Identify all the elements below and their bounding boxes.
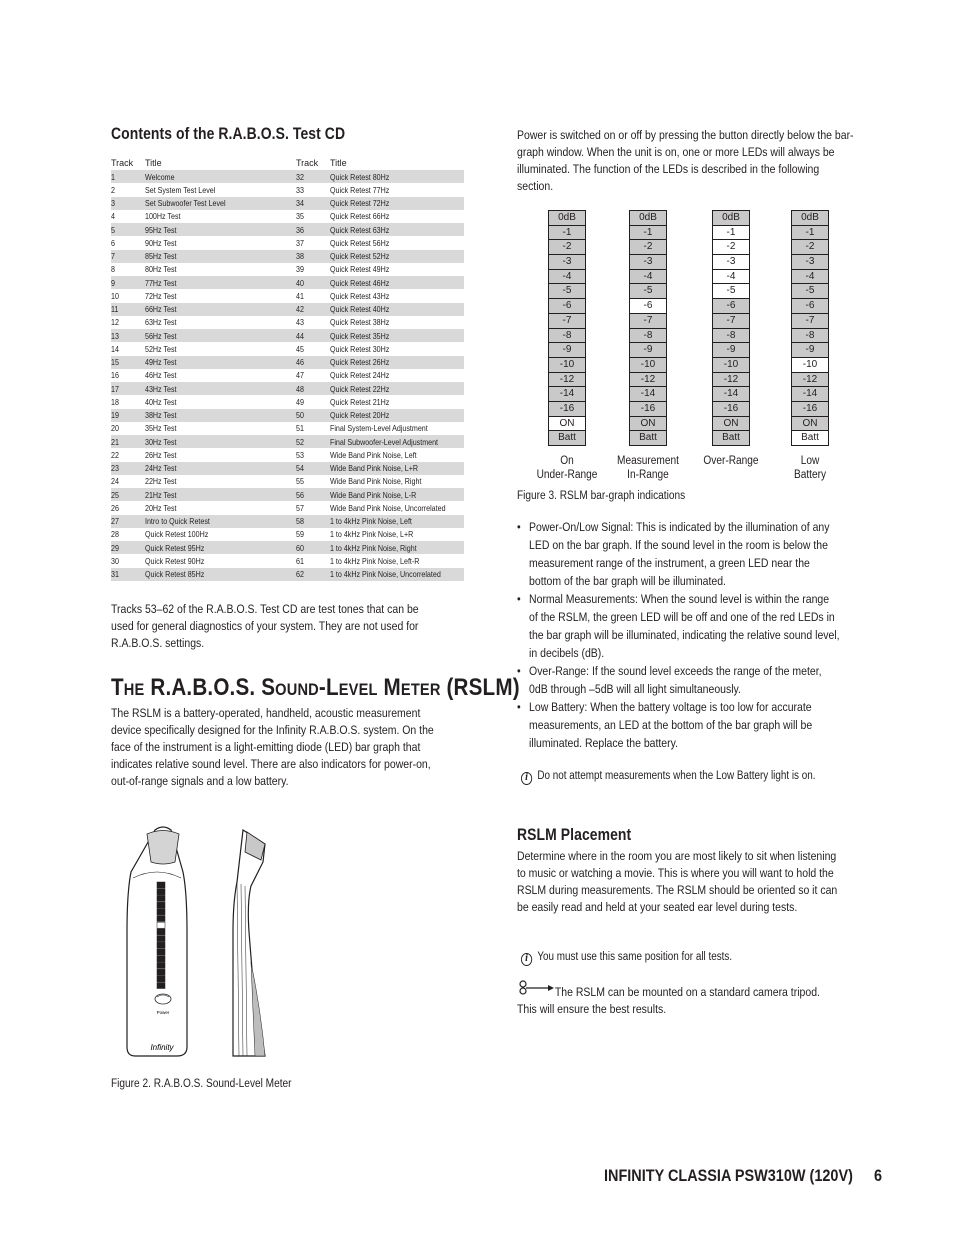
placement-heading: RSLM Placement (517, 825, 632, 844)
led-segment: -2 (791, 240, 829, 255)
bullet-over-range: • Over-Range: If the sound level exceeds the range of the meter, 0dB through –5dB will all light simultaneously. (517, 662, 840, 698)
led-segment: -7 (712, 314, 750, 329)
led-segment: ON (629, 417, 667, 432)
track-title: 85Hz Test (145, 250, 296, 263)
led-segment: -16 (791, 402, 829, 417)
track-title: 46Hz Test (145, 370, 177, 381)
table-row (111, 183, 464, 196)
track-title: 1 to 4kHz Pink Noise, Uncorrelated (330, 568, 464, 581)
led-function-list (517, 518, 840, 752)
led-segment: -4 (629, 270, 667, 285)
track-number: 39 (296, 264, 304, 275)
track-title: Quick Retest 49Hz (330, 264, 390, 275)
track-number: 19 (111, 409, 145, 422)
device-led (157, 889, 165, 895)
track-title: Quick Retest 100Hz (145, 529, 209, 540)
track-number: 3 (111, 197, 145, 210)
tracks-note: Tracks 53–62 of the R.A.B.O.S. Test CD are test tones that can be used for general diagnostics of your system. They are not used for R.A.B.O.S. settings. (111, 602, 419, 650)
led-segment: -14 (548, 387, 586, 402)
device-led (157, 895, 165, 901)
track-title: 38Hz Test (145, 409, 296, 422)
led-segment: -14 (791, 387, 829, 402)
led-segment: -10 (548, 358, 586, 373)
device-logo: Infinity (150, 1043, 174, 1052)
track-title: 77Hz Test (145, 276, 296, 289)
bullet-power-on: • Power-On/Low Signal: This is indicated by the illumination of any LED on the bar graph. If the sound level in the room is below the measurement range of the instrument, a green LED near the bottom of the bar graph will be illuminated. (517, 518, 840, 590)
track-number: 38 (296, 250, 330, 263)
track-number: 11 (111, 303, 145, 316)
track-title: 52Hz Test (145, 343, 177, 354)
device-led (157, 949, 165, 955)
led-segment: -3 (791, 255, 829, 270)
led-segment: -6 (548, 299, 586, 314)
track-number: 30 (111, 555, 119, 566)
track-number: 45 (296, 343, 304, 354)
table-row (111, 236, 464, 249)
track-number: 26 (111, 502, 119, 513)
bar-caption-under-range: On Under-Range (536, 455, 598, 481)
bargraph-figure (517, 205, 857, 485)
table-row (111, 289, 464, 302)
led-segment: -3 (712, 255, 750, 270)
led-segment: -12 (791, 373, 829, 388)
track-title: Quick Retest 35Hz (330, 329, 464, 342)
led-segment: -1 (712, 226, 750, 241)
led-segment: -1 (548, 226, 586, 241)
device-led (157, 983, 165, 989)
led-segment: ON (548, 417, 586, 432)
led-segment: -6 (712, 299, 750, 314)
led-segment: -9 (791, 343, 829, 358)
led-segment: -16 (548, 402, 586, 417)
track-title: Quick Retest 40Hz (330, 303, 464, 316)
led-segment: -9 (712, 343, 750, 358)
table-row (111, 554, 464, 567)
track-title: Quick Retest 38Hz (330, 317, 390, 328)
bargraph-over-range (712, 210, 750, 446)
table-row (111, 342, 464, 355)
track-number: 35 (296, 211, 304, 222)
rslm-title: THE R.A.B.O.S. SOUND-LEVEL METER (RSLM) (111, 674, 520, 701)
position-note: i You must use this same position for all tests. (521, 949, 732, 966)
col-title-right: Title (330, 158, 347, 168)
device-power-label: Power (156, 1010, 170, 1015)
track-title: Quick Retest 77Hz (330, 184, 390, 195)
led-segment: -3 (629, 255, 667, 270)
table-row (111, 356, 464, 369)
track-title: Wide Band Pink Noise, Right (330, 476, 422, 487)
track-title: 72Hz Test (145, 290, 177, 301)
device-led (157, 962, 165, 968)
track-number: 29 (111, 541, 145, 554)
track-number: 25 (111, 488, 145, 501)
track-table-header (111, 156, 464, 170)
track-title: 35Hz Test (145, 423, 177, 434)
led-segment: -4 (791, 270, 829, 285)
led-segment: -4 (712, 270, 750, 285)
track-title: 43Hz Test (145, 382, 296, 395)
track-title: 56Hz Test (145, 329, 296, 342)
track-title: 22Hz Test (145, 476, 177, 487)
table-row (111, 223, 464, 236)
led-segment: 0dB (548, 210, 586, 226)
track-title: Quick Retest 26Hz (330, 356, 464, 369)
track-number: 24 (111, 476, 119, 487)
bargraph-low-battery (791, 210, 829, 446)
device-led (157, 929, 165, 935)
table-row (111, 276, 464, 289)
track-number: 17 (111, 382, 145, 395)
track-number: 34 (296, 197, 330, 210)
track-title: Intro to Quick Retest (145, 515, 296, 528)
led-segment: -10 (712, 358, 750, 373)
track-title: 24Hz Test (145, 462, 296, 475)
track-number: 41 (296, 290, 304, 301)
table-row (111, 395, 464, 408)
device-led (157, 882, 165, 888)
led-segment: -14 (629, 387, 667, 402)
track-number: 18 (111, 396, 119, 407)
info-icon: i (521, 953, 532, 966)
track-number: 20 (111, 423, 119, 434)
track-number: 1 (111, 170, 145, 183)
track-number: 54 (296, 462, 330, 475)
tripod-note: The RSLM can be mounted on a standard camera tripod. This will ensure the best results. (517, 985, 820, 1016)
track-number: 2 (111, 184, 115, 195)
table-row (111, 462, 464, 475)
track-title: Quick Retest 30Hz (330, 343, 390, 354)
device-led (157, 969, 165, 975)
led-segment: -16 (629, 402, 667, 417)
track-title: Quick Retest 20Hz (330, 409, 464, 422)
table-row (111, 541, 464, 554)
track-title: 1 to 4kHz Pink Noise, L+R (330, 529, 414, 540)
bargraph-in-range (629, 210, 667, 446)
track-title: Final Subwoofer-Level Adjustment (330, 435, 464, 448)
figure2-caption: Figure 2. R.A.B.O.S. Sound-Level Meter (111, 1078, 292, 1090)
track-number: 9 (111, 276, 145, 289)
led-segment: -1 (629, 226, 667, 241)
table-row (111, 422, 464, 435)
track-number: 46 (296, 356, 330, 369)
device-led (157, 902, 165, 908)
led-segment: -7 (629, 314, 667, 329)
led-segment: -8 (712, 329, 750, 344)
table-row (111, 568, 464, 581)
led-segment: -7 (791, 314, 829, 329)
table-row (111, 170, 464, 183)
track-title: 21Hz Test (145, 488, 296, 501)
track-title: 49Hz Test (145, 356, 296, 369)
table-row (111, 369, 464, 382)
track-number: 49 (296, 396, 304, 407)
track-title: 66Hz Test (145, 303, 296, 316)
led-segment: -8 (548, 329, 586, 344)
table-row (111, 316, 464, 329)
track-title: Set Subwoofer Test Level (145, 197, 296, 210)
led-segment: ON (712, 417, 750, 432)
track-title: Quick Retest 72Hz (330, 197, 464, 210)
track-title: 20Hz Test (145, 502, 177, 513)
track-number: 40 (296, 276, 330, 289)
table-row (111, 448, 464, 461)
track-number: 31 (111, 568, 145, 581)
led-segment: ON (791, 417, 829, 432)
track-number: 55 (296, 476, 304, 487)
track-title: 30Hz Test (145, 435, 296, 448)
track-number: 42 (296, 303, 330, 316)
led-segment: -10 (629, 358, 667, 373)
table-row (111, 501, 464, 514)
track-number: 4 (111, 211, 115, 222)
track-title: 80Hz Test (145, 264, 177, 275)
device-led (157, 916, 165, 922)
rslm-device-illustration (125, 822, 285, 1062)
table-row (111, 210, 464, 223)
track-title: Wide Band Pink Noise, Left (330, 449, 417, 460)
track-number: 36 (296, 223, 330, 236)
led-segment: -5 (629, 284, 667, 299)
led-segment: -6 (629, 299, 667, 314)
led-segment: -14 (712, 387, 750, 402)
track-number: 21 (111, 435, 145, 448)
led-segment: -4 (548, 270, 586, 285)
track-title: Quick Retest 21Hz (330, 396, 390, 407)
track-title: Quick Retest 24Hz (330, 370, 390, 381)
table-row (111, 515, 464, 528)
track-title: Final System-Level Adjustment (330, 423, 428, 434)
track-number: 62 (296, 568, 330, 581)
device-led (157, 976, 165, 982)
led-segment: -12 (712, 373, 750, 388)
rslm-intro: The RSLM is a battery-operated, handheld, acoustic measurement device specifically designed for the Infinity R.A.B.O.S. system. On the face of the instrument is a light-emitting diode (LED) bar graph that indicates relative sound level. There are also indicators for power-on, out-of-range signals and a low battery. (111, 706, 434, 788)
track-title: 1 to 4kHz Pink Noise, Left-R (330, 555, 420, 566)
track-title: Quick Retest 56Hz (330, 237, 390, 248)
track-number: 57 (296, 502, 304, 513)
track-title: Quick Retest 80Hz (330, 170, 464, 183)
track-title: 1 to 4kHz Pink Noise, Right (330, 541, 464, 554)
led-segment: Batt (629, 431, 667, 446)
placement-text: Determine where in the room you are most likely to sit when listening to music or watching a movie. This is where you will want to hold the RSLM during measurements. The RSLM should be oriented so it can be easily read and held at your seated ear level during tests. (517, 849, 838, 914)
track-number: 52 (296, 435, 330, 448)
device-led (157, 942, 165, 948)
track-number: 60 (296, 541, 330, 554)
track-number: 48 (296, 382, 330, 395)
led-segment: -9 (548, 343, 586, 358)
track-number: 10 (111, 290, 119, 301)
col-track-left: Track (111, 158, 134, 168)
table-row (111, 250, 464, 263)
track-title: Quick Retest 85Hz (145, 568, 296, 581)
track-number: 5 (111, 223, 145, 236)
track-number: 32 (296, 170, 330, 183)
track-number: 15 (111, 356, 145, 369)
track-title: Quick Retest 95Hz (145, 541, 296, 554)
track-number: 8 (111, 264, 115, 275)
led-segment: 0dB (712, 210, 750, 226)
bullet-low-battery: • Low Battery: When the battery voltage is too low for accurate measurements, an LED at the bottom of the bar graph will be illuminated. Replace the battery. (517, 698, 840, 752)
led-segment: Batt (712, 431, 750, 446)
track-title: Quick Retest 22Hz (330, 382, 464, 395)
track-title: Welcome (145, 170, 296, 183)
track-number: 16 (111, 370, 119, 381)
track-number: 14 (111, 343, 119, 354)
track-number: 28 (111, 529, 119, 540)
track-title: 1 to 4kHz Pink Noise, Left (330, 515, 464, 528)
track-number: 51 (296, 423, 304, 434)
led-segment: Batt (548, 431, 586, 446)
track-number: 44 (296, 329, 330, 342)
track-title: Quick Retest 90Hz (145, 555, 205, 566)
track-title: Quick Retest 63Hz (330, 223, 464, 236)
led-segment: -3 (548, 255, 586, 270)
track-number: 47 (296, 370, 304, 381)
track-title: 63Hz Test (145, 317, 177, 328)
led-segment: -2 (548, 240, 586, 255)
track-title: Wide Band Pink Noise, L-R (330, 488, 464, 501)
track-title: Quick Retest 43Hz (330, 290, 390, 301)
track-title: Quick Retest 52Hz (330, 250, 464, 263)
bar-caption-over-range: Over-Range (703, 455, 759, 467)
led-segment: -5 (712, 284, 750, 299)
table-row (111, 435, 464, 448)
track-table (111, 156, 464, 581)
table-row (111, 263, 464, 276)
track-number: 33 (296, 184, 304, 195)
led-segment: 0dB (629, 210, 667, 226)
table-row (111, 528, 464, 541)
track-number: 50 (296, 409, 330, 422)
figure3-caption: Figure 3. RSLM bar-graph indications (517, 490, 686, 502)
bar-caption-low-battery: Low Battery (793, 455, 827, 481)
table-row (111, 303, 464, 316)
device-led (157, 936, 165, 942)
track-title: Quick Retest 46Hz (330, 276, 464, 289)
track-title: Quick Retest 66Hz (330, 211, 390, 222)
track-number: 61 (296, 555, 304, 566)
led-segment: -12 (629, 373, 667, 388)
table-row (111, 409, 464, 422)
bargraph-under-range (548, 210, 586, 446)
table-row (111, 197, 464, 210)
led-segment: -2 (629, 240, 667, 255)
led-segment: -9 (629, 343, 667, 358)
info-icon: i (521, 772, 532, 785)
track-number: 56 (296, 488, 330, 501)
track-number: 59 (296, 529, 304, 540)
track-number: 58 (296, 515, 330, 528)
bar-caption-in-range: Measurement In-Range (617, 455, 679, 481)
bullet-normal: • Normal Measurements: When the sound level is within the range of the RSLM, the green LED will be off and one of the red LEDs in the bar graph will be illuminated, indicating the relative sound level, in decibels (dB). (517, 590, 840, 662)
col-title-left: Title (145, 158, 162, 168)
table-row (111, 382, 464, 395)
device-led (157, 922, 165, 928)
page-number: 6 (874, 1166, 883, 1185)
table-row (111, 329, 464, 342)
track-title: 26Hz Test (145, 449, 177, 460)
led-segment: -8 (791, 329, 829, 344)
track-number: 22 (111, 449, 119, 460)
track-number: 6 (111, 237, 115, 248)
led-segment: -16 (712, 402, 750, 417)
track-number: 27 (111, 515, 145, 528)
track-title: 95Hz Test (145, 223, 296, 236)
led-segment: -6 (791, 299, 829, 314)
footer-product: INFINITY CLASSIA PSW310W (120V) (604, 1166, 853, 1185)
track-number: 12 (111, 317, 119, 328)
table-row (111, 488, 464, 501)
device-led (157, 909, 165, 915)
track-title: 90Hz Test (145, 237, 177, 248)
battery-note: i Do not attempt measurements when the Low Battery light is on. (521, 768, 816, 785)
led-segment: -5 (548, 284, 586, 299)
track-number: 53 (296, 449, 304, 460)
led-segment: -12 (548, 373, 586, 388)
device-led (157, 956, 165, 962)
track-title: 100Hz Test (145, 211, 181, 222)
track-number: 23 (111, 462, 145, 475)
led-segment: -8 (629, 329, 667, 344)
track-title: 40Hz Test (145, 396, 177, 407)
track-title: Set System Test Level (145, 184, 216, 195)
toc-heading: Contents of the R.A.B.O.S. Test CD (111, 124, 346, 143)
led-segment: Batt (791, 431, 829, 446)
table-row (111, 475, 464, 488)
led-segment: -1 (791, 226, 829, 241)
led-segment: -5 (791, 284, 829, 299)
track-title: Wide Band Pink Noise, L+R (330, 462, 464, 475)
track-number: 13 (111, 329, 145, 342)
led-segment: -7 (548, 314, 586, 329)
led-segment: -10 (791, 358, 829, 373)
led-segment: 0dB (791, 210, 829, 226)
col-track-right: Track (296, 158, 319, 168)
track-title: Wide Band Pink Noise, Uncorrelated (330, 502, 446, 513)
track-number: 7 (111, 250, 145, 263)
power-text: Power is switched on or off by pressing the button directly below the bar-graph window. When the unit is on, one or more LEDs will always be illuminated. The function of the LEDs is described in the following section. (517, 128, 854, 193)
led-segment: -2 (712, 240, 750, 255)
track-number: 43 (296, 317, 304, 328)
track-number: 37 (296, 237, 304, 248)
